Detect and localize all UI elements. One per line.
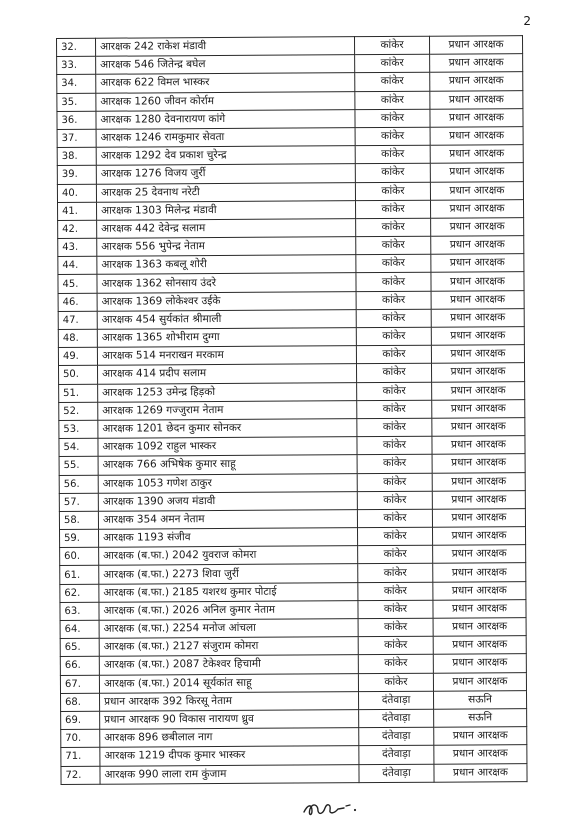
promoted-post-cell: सऊनि: [434, 709, 527, 728]
employee-name-cell: आरक्षक 1365 शोभीराम दुग्गा: [97, 328, 356, 348]
row-number-cell: 45.: [58, 275, 97, 293]
table-row: [57, 163, 523, 184]
row-number-cell: 47.: [58, 311, 97, 329]
employee-name-cell: आरक्षक (ब.फा.) 2087 टेकेश्वर हिचामी: [99, 655, 358, 675]
row-number-cell: 71.: [61, 748, 100, 766]
table-row: [60, 527, 526, 548]
table-row: [57, 181, 523, 202]
promoted-post-cell: प्रधान आरक्षक: [432, 490, 525, 509]
table-row: [58, 345, 524, 366]
employee-name-cell: आरक्षक (ब.फा.) 2042 युवराज कोमरा: [99, 546, 358, 566]
district-cell: कांकेर: [358, 636, 433, 655]
row-number-cell: 62.: [60, 584, 99, 602]
district-cell: कांकेर: [356, 309, 431, 328]
table-row: [58, 199, 524, 220]
row-number-cell: 36.: [57, 111, 96, 129]
row-number-cell: 61.: [60, 566, 99, 584]
table-row: [57, 108, 523, 129]
district-cell: कांकेर: [356, 236, 431, 255]
promoted-post-cell: प्रधान आरक्षक: [432, 381, 525, 400]
employee-name-cell: आरक्षक 896 छबीलाल नाग: [100, 728, 359, 748]
employee-name-cell: आरक्षक 1362 सोनसाय उंदरे: [97, 273, 356, 293]
table-row: [59, 418, 525, 439]
row-number-cell: 68.: [61, 693, 100, 711]
table-row: [59, 509, 525, 530]
employee-name-cell: आरक्षक (ब.फा.) 2273 शिवा जुर्री: [99, 564, 358, 584]
row-number-cell: 43.: [58, 238, 97, 256]
row-number-cell: 56.: [59, 475, 98, 493]
promoted-post-cell: प्रधान आरक्षक: [434, 745, 527, 764]
district-cell: कांकेर: [356, 218, 431, 237]
promoted-post-cell: प्रधान आरक्षक: [433, 545, 526, 564]
promoted-post-cell: प्रधान आरक्षक: [430, 127, 523, 146]
promoted-post-cell: प्रधान आरक्षक: [431, 218, 524, 237]
row-number-cell: 65.: [60, 638, 99, 656]
district-cell: कांकेर: [357, 509, 432, 528]
row-number-cell: 34.: [57, 75, 96, 93]
employee-name-cell: आरक्षक 766 अभिषेक कुमार साहू: [98, 455, 357, 475]
district-cell: दंतेवाड़ा: [359, 764, 434, 783]
district-cell: कांकेर: [356, 327, 431, 346]
row-number-cell: 66.: [60, 657, 99, 675]
promotion-table: [56, 35, 528, 785]
district-cell: कांकेर: [356, 364, 431, 383]
employee-name-cell: आरक्षक 546 जितेन्द्र बघेल: [96, 55, 355, 75]
employee-name-cell: आरक्षक 1269 गज्जुराम नेताम: [98, 400, 357, 420]
row-number-cell: 33.: [57, 56, 96, 74]
district-cell: कांकेर: [355, 127, 430, 146]
district-cell: कांकेर: [356, 291, 431, 310]
row-number-cell: 41.: [58, 202, 97, 220]
table-row: [60, 563, 526, 584]
employee-name-cell: आरक्षक 1280 देवनारायण कांगे: [96, 109, 355, 129]
district-cell: कांकेर: [358, 655, 433, 674]
district-cell: कांकेर: [358, 618, 433, 637]
employee-name-cell: आरक्षक 454 सुर्यकांत श्रीमाली: [97, 309, 356, 329]
employee-name-cell: आरक्षक (ब.फा.) 2254 मनोज आंचला: [99, 619, 358, 639]
table-row: [57, 72, 523, 93]
district-cell: कांकेर: [355, 182, 430, 201]
employee-name-cell: आरक्षक 1276 विजय जुर्री: [96, 164, 355, 184]
district-cell: कांकेर: [356, 345, 431, 364]
employee-name-cell: आरक्षक 1303 मिलेन्द्र मंडावी: [97, 200, 356, 220]
table-row: [59, 490, 525, 511]
row-number-cell: 54.: [59, 438, 98, 456]
district-cell: कांकेर: [355, 200, 430, 219]
district-cell: दंतेवाड़ा: [359, 709, 434, 728]
promoted-post-cell: प्रधान आरक्षक: [432, 472, 525, 491]
promoted-post-cell: प्रधान आरक्षक: [431, 308, 524, 327]
employee-name-cell: प्रधान आरक्षक 90 विकास नारायण ध्रुव: [100, 710, 359, 730]
promoted-post-cell: प्रधान आरक्षक: [433, 654, 526, 673]
promoted-post-cell: प्रधान आरक्षक: [432, 436, 525, 455]
promoted-post-cell: प्रधान आरक्षक: [430, 163, 523, 182]
table-row: [60, 599, 526, 620]
district-cell: कांकेर: [357, 473, 432, 492]
table-row: [59, 363, 525, 384]
district-cell: कांकेर: [357, 418, 432, 437]
employee-name-cell: आरक्षक 514 मनराखन मरकाम: [97, 346, 356, 366]
employee-name-cell: आरक्षक (ब.फा.) 2014 सूर्यकांत साहू: [99, 673, 358, 693]
row-number-cell: 52.: [59, 402, 98, 420]
row-number-cell: 57.: [59, 493, 98, 511]
promoted-post-cell: प्रधान आरक्षक: [431, 363, 524, 382]
row-number-cell: 59.: [60, 529, 99, 547]
table-row: [60, 636, 526, 657]
district-cell: कांकेर: [357, 527, 432, 546]
employee-name-cell: आरक्षक 1246 रामकुमार सेवता: [96, 128, 355, 148]
table-row: [58, 327, 524, 348]
promoted-post-cell: प्रधान आरक्षक: [432, 454, 525, 473]
promoted-post-cell: प्रधान आरक्षक: [434, 763, 527, 782]
promoted-post-cell: प्रधान आरक्षक: [433, 563, 526, 582]
table-row: [57, 54, 523, 75]
row-number-cell: 63.: [60, 602, 99, 620]
promoted-post-cell: प्रधान आरक्षक: [433, 672, 526, 691]
employee-name-cell: आरक्षक 1053 गणेश ठाकुर: [98, 473, 357, 493]
table-row: [61, 763, 527, 784]
employee-name-cell: आरक्षक 442 देवेन्द्र सलाम: [97, 219, 356, 239]
row-number-cell: 70.: [61, 729, 100, 747]
district-cell: कांकेर: [358, 673, 433, 692]
district-cell: कांकेर: [356, 273, 431, 292]
employee-name-cell: आरक्षक 25 देवनाथ नरेटी: [96, 182, 355, 202]
employee-name-cell: आरक्षक 414 प्रदीप सलाम: [98, 364, 357, 384]
district-cell: कांकेर: [355, 91, 430, 110]
row-number-cell: 48.: [58, 329, 97, 347]
district-cell: कांकेर: [355, 145, 430, 164]
promoted-post-cell: प्रधान आरक्षक: [430, 181, 523, 200]
row-number-cell: 53.: [59, 420, 98, 438]
row-number-cell: 58.: [59, 511, 98, 529]
row-number-cell: 40.: [57, 184, 96, 202]
promoted-post-cell: प्रधान आरक्षक: [431, 345, 524, 364]
employee-name-cell: आरक्षक 1253 उमेन्द्र हिड़को: [98, 382, 357, 402]
employee-name-cell: आरक्षक 1369 लोकेश्वर उईके: [97, 291, 356, 311]
table-row: [57, 36, 523, 57]
row-number-cell: 67.: [60, 675, 99, 693]
table-row: [58, 308, 524, 329]
promoted-post-cell: प्रधान आरक्षक: [433, 581, 526, 600]
employee-name-cell: आरक्षक 990 लाला राम कुंजाम: [100, 764, 359, 784]
promoted-post-cell: प्रधान आरक्षक: [430, 90, 523, 109]
row-number-cell: 44.: [58, 257, 97, 275]
employee-name-cell: आरक्षक 242 राकेश मंडावी: [96, 37, 355, 57]
promoted-post-cell: प्रधान आरक्षक: [430, 145, 523, 164]
district-cell: दंतेवाड़ा: [358, 691, 433, 710]
district-cell: कांकेर: [355, 73, 430, 92]
row-number-cell: 42.: [58, 220, 97, 238]
promoted-post-cell: प्रधान आरक्षक: [432, 399, 525, 418]
district-cell: कांकेर: [355, 109, 430, 128]
employee-name-cell: आरक्षक 1363 कबलू शोरी: [97, 255, 356, 275]
row-number-cell: 51.: [59, 384, 98, 402]
employee-name-cell: आरक्षक (ब.फा.) 2185 यशरथ कुमार पोटाई: [99, 582, 358, 602]
table-row: [57, 90, 523, 111]
row-number-cell: 60.: [60, 547, 99, 565]
promoted-post-cell: प्रधान आरक्षक: [431, 254, 524, 273]
row-number-cell: 46.: [58, 293, 97, 311]
employee-name-cell: आरक्षक 1292 देव प्रकाश चुरेन्द्र: [96, 146, 355, 166]
district-cell: कांकेर: [358, 564, 433, 583]
promoted-post-cell: प्रधान आरक्षक: [431, 272, 524, 291]
employee-name-cell: आरक्षक (ब.फा.) 2026 अनिल कुमार नेताम: [99, 600, 358, 620]
employee-name-cell: आरक्षक 1390 अजय मंडावी: [98, 491, 357, 511]
promoted-post-cell: प्रधान आरक्षक: [430, 108, 523, 127]
district-cell: कांकेर: [357, 455, 432, 474]
employee-name-cell: आरक्षक 1219 दीपक कुमार भास्कर: [100, 746, 359, 766]
table-row: [57, 127, 523, 148]
row-number-cell: 64.: [60, 620, 99, 638]
district-cell: कांकेर: [357, 436, 432, 455]
promoted-post-cell: प्रधान आरक्षक: [433, 618, 526, 637]
table-row: [58, 254, 524, 275]
employee-name-cell: आरक्षक 1201 छेदन कुमार सोनकर: [98, 419, 357, 439]
employee-name-cell: आरक्षक 1260 जीवन कोर्राम: [96, 91, 355, 111]
district-cell: कांकेर: [354, 36, 429, 55]
promoted-post-cell: प्रधान आरक्षक: [430, 54, 523, 73]
table-row: [59, 472, 525, 493]
promoted-post-cell: प्रधान आरक्षक: [430, 199, 523, 218]
table-row: [59, 436, 525, 457]
row-number-cell: 72.: [61, 766, 100, 784]
district-cell: कांकेर: [355, 54, 430, 73]
row-number-cell: 69.: [61, 711, 100, 729]
row-number-cell: 38.: [57, 147, 96, 165]
employee-name-cell: आरक्षक 622 विमल भास्कर: [96, 73, 355, 93]
promoted-post-cell: प्रधान आरक्षक: [431, 290, 524, 309]
table-row: [58, 290, 524, 311]
employee-name-cell: आरक्षक (ब.फा.) 2127 संजुराम कोमरा: [99, 637, 358, 657]
promoted-post-cell: प्रधान आरक्षक: [430, 72, 523, 91]
table-row: [59, 399, 525, 420]
promoted-post-cell: प्रधान आरक्षक: [431, 327, 524, 346]
table-row: [60, 545, 526, 566]
promoted-post-cell: प्रधान आरक्षक: [433, 636, 526, 655]
row-number-cell: 49.: [58, 347, 97, 365]
table-row: [58, 218, 524, 239]
promoted-post-cell: प्रधान आरक्षक: [432, 418, 525, 437]
table-row: [61, 745, 527, 766]
district-cell: कांकेर: [358, 600, 433, 619]
table-row: [57, 145, 523, 166]
promoted-post-cell: सऊनि: [433, 690, 526, 709]
signature-mark: [300, 796, 370, 822]
district-cell: दंतेवाड़ा: [359, 746, 434, 765]
promoted-post-cell: प्रधान आरक्षक: [434, 727, 527, 746]
table-row: [58, 272, 524, 293]
employee-name-cell: प्रधान आरक्षक 392 किरसू नेताम: [100, 691, 359, 711]
district-cell: कांकेर: [357, 382, 432, 401]
employee-name-cell: आरक्षक 354 अमन नेताम: [98, 510, 357, 530]
promoted-post-cell: प्रधान आरक्षक: [432, 527, 525, 546]
row-number-cell: 39.: [57, 166, 96, 184]
table-row: [58, 236, 524, 257]
row-number-cell: 32.: [57, 38, 96, 56]
table-row: [60, 672, 526, 693]
promoted-post-cell: प्रधान आरक्षक: [433, 599, 526, 618]
district-cell: कांकेर: [357, 400, 432, 419]
employee-name-cell: आरक्षक 1193 संजीव: [99, 528, 358, 548]
district-cell: कांकेर: [358, 545, 433, 564]
district-cell: कांकेर: [358, 582, 433, 601]
row-number-cell: 50.: [59, 366, 98, 384]
promoted-post-cell: प्रधान आरक्षक: [432, 509, 525, 528]
district-cell: दंतेवाड़ा: [359, 727, 434, 746]
promoted-post-cell: प्रधान आरक्षक: [429, 36, 522, 55]
district-cell: कांकेर: [357, 491, 432, 510]
page-number: 2: [523, 14, 531, 28]
promotion-table-body: [57, 36, 528, 785]
row-number-cell: 55.: [59, 457, 98, 475]
table-row: [59, 381, 525, 402]
table-row: [60, 654, 526, 675]
table-row: [60, 618, 526, 639]
row-number-cell: 35.: [57, 93, 96, 111]
table-row: [60, 581, 526, 602]
promoted-post-cell: प्रधान आरक्षक: [431, 236, 524, 255]
employee-name-cell: आरक्षक 556 भुपेन्द्र नेताम: [97, 237, 356, 257]
employee-name-cell: आरक्षक 1092 राहुल भास्कर: [98, 437, 357, 457]
district-cell: कांकेर: [355, 164, 430, 183]
row-number-cell: 37.: [57, 129, 96, 147]
district-cell: कांकेर: [356, 254, 431, 273]
table-row: [59, 454, 525, 475]
table-row: [61, 727, 527, 748]
